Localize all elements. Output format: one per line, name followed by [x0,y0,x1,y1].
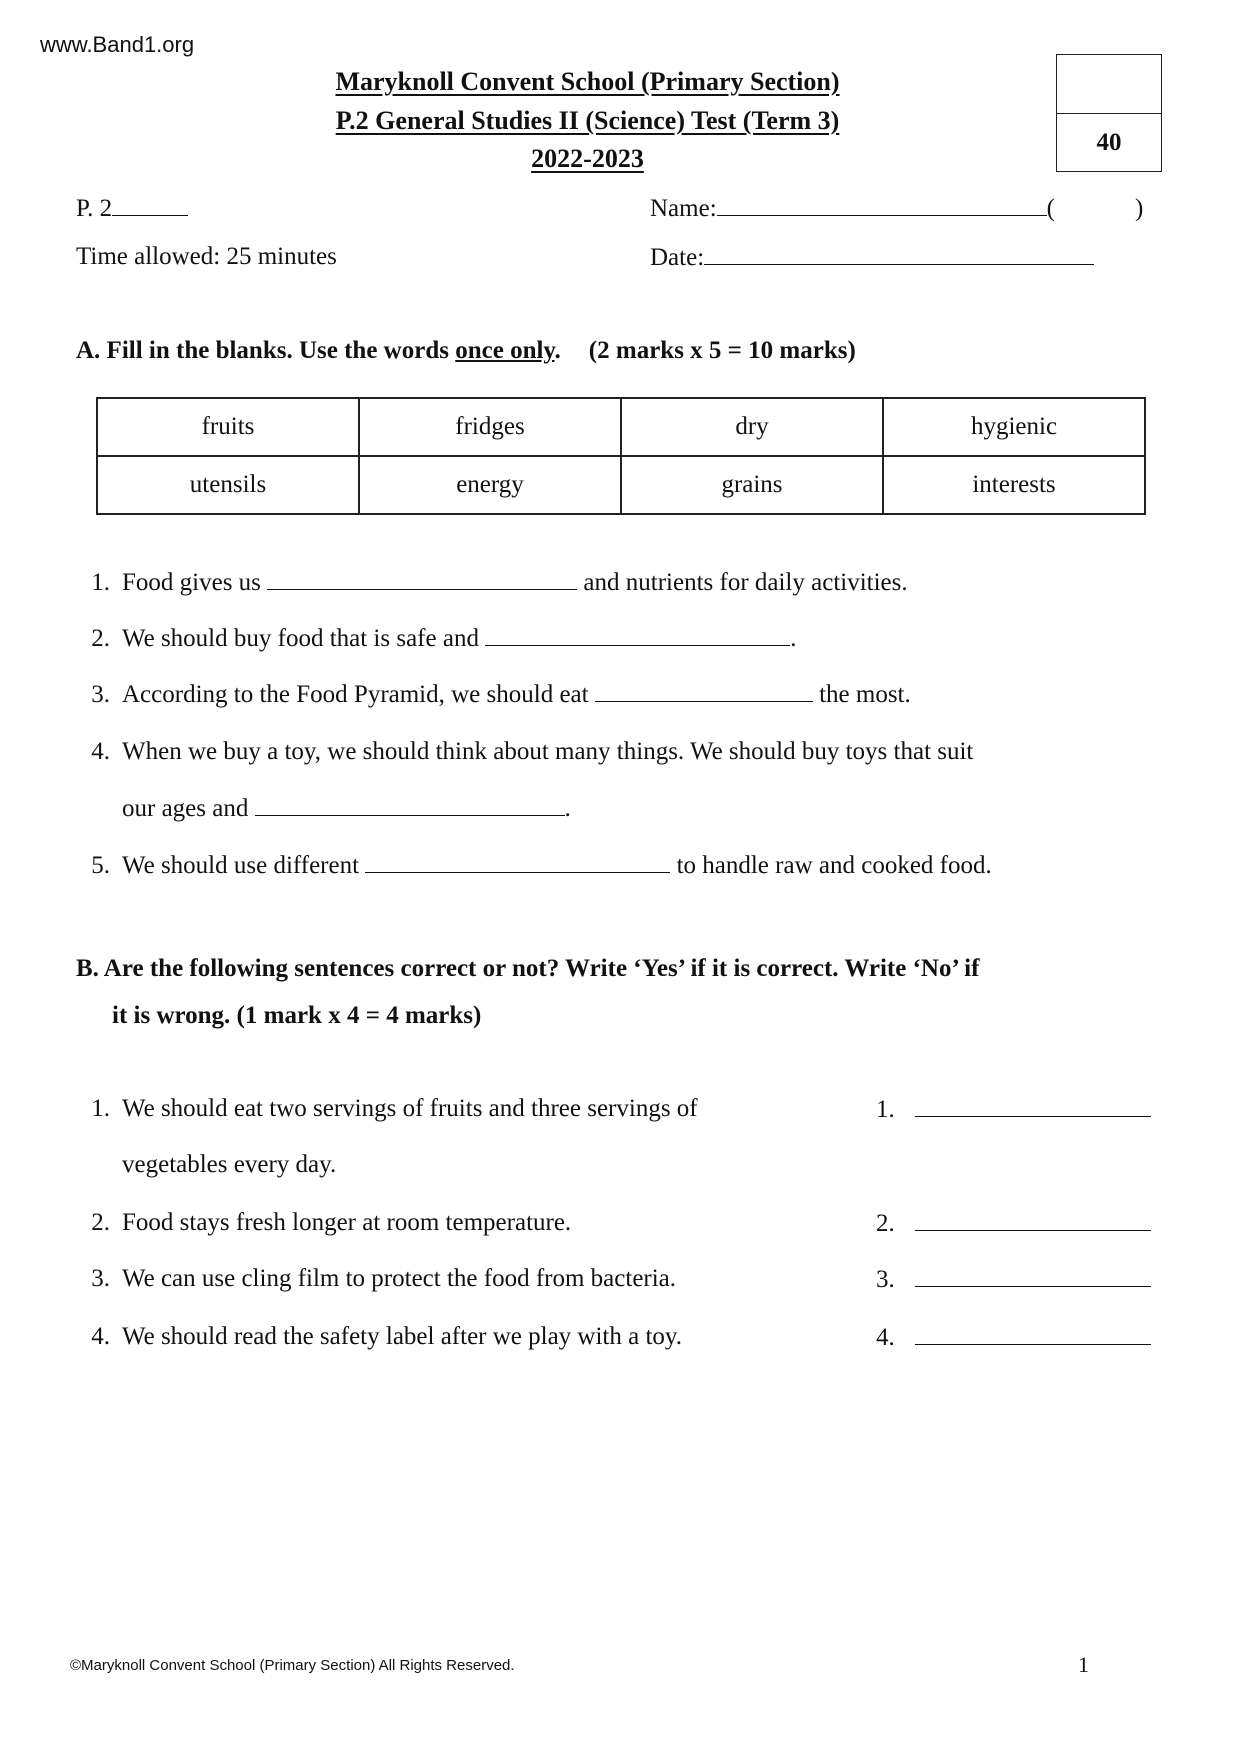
class-row [76,193,188,224]
question-b1 [72,1094,698,1124]
question-a2 [72,623,796,654]
class-label: P. 2 [76,195,113,222]
question-a4-cont [122,793,571,824]
answer-blank[interactable] [255,793,565,816]
word-cell: energy [359,456,621,514]
watermark: www.Band1.org [40,32,195,57]
question-text: We should read the safety label after we play with a toy. [122,1323,683,1350]
answer-b4 [876,1322,1151,1353]
question-b3 [72,1264,676,1294]
school-title: Maryknoll Convent School (Primary Section) [335,67,840,96]
answer-blank[interactable] [365,850,670,873]
answer-b2 [876,1208,1151,1239]
score-field[interactable] [1057,55,1161,114]
question-b2 [72,1208,571,1238]
question-a1 [72,567,908,598]
word-cell: fridges [359,398,621,456]
name-label: Name: [650,195,717,222]
school-year: 2022-2023 [531,144,644,173]
question-text: We should eat two servings of fruits and three servings of [122,1095,698,1122]
answer-blank[interactable] [485,623,790,646]
question-b4 [72,1322,682,1352]
question-a3 [72,679,911,710]
answer-blank[interactable] [915,1208,1151,1231]
question-text: . [790,625,797,652]
answer-blank[interactable] [915,1264,1151,1287]
heading-emphasis: once only [455,337,555,364]
answer-blank[interactable] [915,1094,1151,1117]
table-row [97,456,1145,514]
class-number-open: ( [1046,195,1055,222]
answer-number: 3. [876,1266,895,1293]
total-marks: 40 [1096,129,1122,156]
answer-b1 [876,1094,1151,1125]
question-number: 3. [91,681,110,708]
score-box [1056,54,1162,172]
question-text: Food gives us [122,569,261,596]
answer-number: 2. [876,1210,895,1237]
answer-blank[interactable] [267,567,577,590]
time-allowed: Time allowed: 25 minutes [76,243,337,270]
answer-number: 4. [876,1324,895,1351]
question-number: 4. [91,1323,110,1350]
class-number-close: ) [1134,195,1144,222]
answer-blank[interactable] [915,1322,1151,1345]
question-a5 [72,850,992,881]
name-row [650,193,1143,224]
question-a4 [72,737,973,767]
copyright: ©Maryknoll Convent School (Primary Section) All Rights Reserved. [70,1657,515,1674]
section-a-marks: (2 marks x 5 = 10 marks) [588,337,856,364]
section-b-heading-cont: it is wrong. (1 mark x 4 = 4 marks) [112,1002,482,1029]
question-text: When we buy a toy, we should think about many things. We should buy toys that suit [122,738,974,765]
question-text: to handle raw and cooked food. [676,852,992,879]
word-cell: utensils [97,456,359,514]
answer-number: 1. [876,1096,895,1123]
question-text: Food stays fresh longer at room temperature. [122,1209,572,1236]
question-text: According to the Food Pyramid, we should eat [122,681,589,708]
question-text: We should use different [122,852,360,879]
question-number: 3. [91,1265,110,1292]
question-number: 2. [91,625,110,652]
section-a-heading [76,337,856,365]
word-cell: hygienic [883,398,1145,456]
date-field[interactable] [704,242,1094,265]
question-text: . [564,795,571,822]
question-text: our ages and [122,795,249,822]
question-text: and nutrients for daily activities. [583,569,908,596]
question-number: 5. [91,852,110,879]
date-row [650,242,1094,273]
question-number: 1. [91,1095,110,1122]
test-title: P.2 General Studies II (Science) Test (Term 3) [335,106,840,135]
name-field[interactable] [717,193,1047,216]
heading-text: . [554,337,561,364]
word-cell: dry [621,398,883,456]
question-number: 1. [91,569,110,596]
answer-b3 [876,1264,1151,1295]
heading-text: A. Fill in the blanks. Use the words [76,337,456,364]
question-text: We should buy food that is safe and [122,625,479,652]
question-number: 4. [91,738,110,765]
table-row [97,398,1145,456]
word-cell: interests [883,456,1145,514]
page-number: 1 [1078,1652,1089,1677]
date-label: Date: [650,244,705,271]
question-number: 2. [91,1209,110,1236]
question-text: the most. [819,681,911,708]
class-field[interactable] [112,193,188,216]
question-b1-cont: vegetables every day. [122,1151,337,1178]
answer-blank[interactable] [595,679,813,702]
question-text: We can use cling film to protect the food from bacteria. [122,1265,677,1292]
word-cell: fruits [97,398,359,456]
word-cell: grains [621,456,883,514]
word-bank [96,397,1146,515]
section-b-heading: B. Are the following sentences correct or not? Write ‘Yes’ if it is correct. Write ‘No’ if [76,955,980,982]
